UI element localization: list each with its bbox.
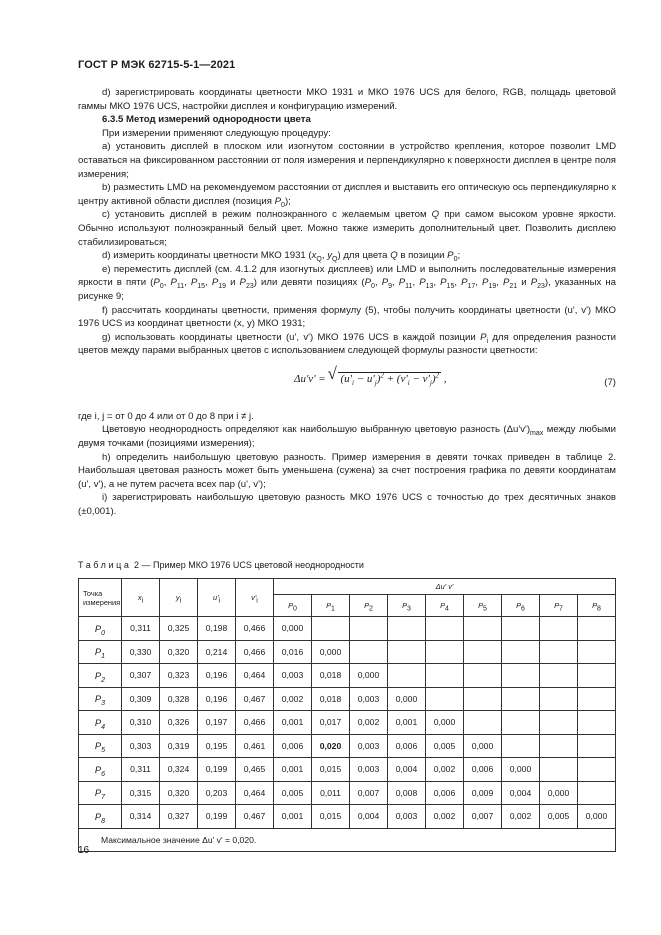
cell-delta: 0,017 [312,711,350,735]
cell-empty [578,640,616,664]
cell-empty [540,758,578,782]
cell-u: 0,198 [198,617,236,641]
paragraph-d-prev: d) зарегистрировать координаты цветности МКО 1931 и МКО 1976 UCS для белого, RGB, полщадь цветовой гаммы МКО 1976 UCS, настройки дисплея и конфигурацию измерений. [78,87,616,112]
cell-empty [502,734,540,758]
cell-delta: 0,018 [312,664,350,688]
cell-empty [350,640,388,664]
cell-delta: 0,003 [388,805,426,829]
col-header-p8: $P_8$ [578,595,616,617]
cell-y: 0,325 [160,617,198,641]
cell-empty [350,617,388,641]
cell-delta: 0,000 [464,734,502,758]
cell-x: 0,314 [122,805,160,829]
cell-delta: 0,002 [274,687,312,711]
table-footer-max: Максимальное значение Δu' v' = 0,020. [79,828,616,852]
cell-delta: 0,003 [350,758,388,782]
cell-delta: 0,002 [502,805,540,829]
table-row [79,687,616,711]
cell-u: 0,203 [198,781,236,805]
cell-delta: 0,000 [350,664,388,688]
cell-empty [540,640,578,664]
cell-delta: 0,001 [274,758,312,782]
cell-delta: 0,002 [350,711,388,735]
cell-u: 0,195 [198,734,236,758]
col-header-p2: $P_2$ [350,595,388,617]
cell-delta: 0,004 [388,758,426,782]
cell-empty [388,617,426,641]
paragraph-g: g) использовать координаты цветности (u', v') МКО 1976 UCS в каждой позиции $P_i$ для определения разности цветов между парами выбранных цветов с использованием следующей формулы разности цветности: [78,331,616,357]
cell-y: 0,320 [160,781,198,805]
cell-v: 0,461 [236,734,274,758]
col-header-p1: $P_1$ [312,595,350,617]
col-header-p4: $P_4$ [426,595,464,617]
cell-v: 0,467 [236,805,274,829]
table-caption: Таблица 2 — Пример МКО 1976 UCS цветовой неоднородности [78,560,364,570]
cell-v: 0,465 [236,758,274,782]
cell-delta: 0,003 [350,687,388,711]
cell-v: 0,464 [236,664,274,688]
cell-empty [388,640,426,664]
cell-delta: 0,005 [426,734,464,758]
cell-v: 0,466 [236,640,274,664]
cell-empty [502,617,540,641]
table-row [79,664,616,688]
cell-empty [578,734,616,758]
col-header-p0: $P_0$ [274,595,312,617]
cell-empty [502,711,540,735]
row-point-label: $P_6$ [79,758,122,782]
cell-empty [426,640,464,664]
cell-v: 0,466 [236,617,274,641]
cell-delta: 0,020 [312,734,350,758]
cell-delta: 0,005 [540,805,578,829]
cell-empty [464,640,502,664]
cell-delta: 0,001 [388,711,426,735]
cell-empty [426,687,464,711]
cell-y: 0,324 [160,758,198,782]
cell-delta: 0,001 [274,711,312,735]
formula-7 [78,360,616,410]
cell-empty [540,664,578,688]
col-header-p3: $P_3$ [388,595,426,617]
cell-empty [540,711,578,735]
cell-delta: 0,000 [312,640,350,664]
table-row [79,758,616,782]
cell-delta: 0,006 [426,781,464,805]
col-header-x: $x_i$ [122,579,160,617]
row-point-label: $P_2$ [79,664,122,688]
row-point-label: $P_8$ [79,805,122,829]
col-header-u: $u'_i$ [198,579,236,617]
cell-delta: 0,000 [274,617,312,641]
cell-delta: 0,004 [502,781,540,805]
col-header-p7: $P_7$ [540,595,578,617]
document-header: ГОСТ Р МЭК 62715-5-1—2021 [78,59,236,71]
cell-delta: 0,008 [388,781,426,805]
paragraph-d: d) измерить координаты цветности МКО 1931 ($x_Q$, $y_Q$) для цвета Q в позиции $P_0$; [102,250,461,264]
section-title: 6.3.5 Метод измерений однородности цвета [102,114,311,126]
cell-y: 0,319 [160,734,198,758]
cell-delta: 0,000 [540,781,578,805]
paragraph-f: f) рассчитать координаты цветности, применяя формулу (5), чтобы получить координаты цветности (u', v') МКО 1976 UCS из координат цветности (x, y) МКО 1931; [78,304,616,330]
cell-x: 0,307 [122,664,160,688]
cell-x: 0,311 [122,758,160,782]
table-row [79,640,616,664]
paragraph-i: i) зарегистрировать наибольшую цветовую разность МКО 1976 UCS с точностью до трех десятичных знаков (±0,001). [78,492,616,518]
formula-number: (7) [604,376,616,388]
color-nonuniformity-table [78,578,616,852]
cell-delta: 0,000 [388,687,426,711]
cell-delta: 0,018 [312,687,350,711]
cell-delta: 0,007 [464,805,502,829]
paragraph-h: h) определить наибольшую цветовую разность. Пример измерения в девяти точках приведен в таблице 2. Наибольшая цветовая разность может быть уменьшена (сужена) за счет построения графика по девяти координатам (u', v'), а не путем расчета всех пар (u', v'); [78,451,616,490]
cell-empty [578,617,616,641]
cell-delta: 0,003 [350,734,388,758]
cell-delta: 0,004 [350,805,388,829]
cell-empty [540,734,578,758]
cell-empty [578,711,616,735]
cell-empty [312,617,350,641]
cell-empty [426,617,464,641]
paragraph-c: c) установить дисплей в режим полноэкранного с желаемым цветом Q при самом высоком уровне яркости. Обычно используют полноэкранный белый цвет. Можно также измерить дополнительный цвет. Позволить дисплею стабилизироваться; [78,209,616,248]
formula-expression: Δu'v' = √ $(u'_i - u'_j)^2 + (v'_i - v'_j)^2$ , [294,372,446,387]
body-text [78,86,616,519]
cell-delta: 0,000 [578,805,616,829]
cell-u: 0,199 [198,805,236,829]
cell-empty [464,664,502,688]
cell-delta: 0,006 [388,734,426,758]
cell-u: 0,214 [198,640,236,664]
cell-u: 0,197 [198,711,236,735]
row-point-label: $P_5$ [79,734,122,758]
cell-empty [540,687,578,711]
cell-x: 0,310 [122,711,160,735]
table-row [79,734,616,758]
cell-u: 0,196 [198,687,236,711]
cell-empty [502,687,540,711]
cell-empty [464,617,502,641]
cell-delta: 0,007 [350,781,388,805]
col-header-y: $y_i$ [160,579,198,617]
cell-empty [578,781,616,805]
cell-delta: 0,002 [426,805,464,829]
cell-y: 0,320 [160,640,198,664]
col-header-v: $v'_i$ [236,579,274,617]
cell-x: 0,303 [122,734,160,758]
cell-empty [502,640,540,664]
table-row [79,711,616,735]
paragraph-where: где i, j = от 0 до 4 или от 0 до 8 при i ≠ j. [78,410,254,422]
cell-y: 0,323 [160,664,198,688]
paragraph-b: b) разместить LMD на рекомендуемом расстоянии от дисплея и выставить его оптическую ось перпендикулярно к центру активной области дисплея (позиция $P_0$); [78,182,616,209]
cell-v: 0,464 [236,781,274,805]
cell-v: 0,466 [236,711,274,735]
row-point-label: $P_7$ [79,781,122,805]
paragraph-intro: При измерении применяют следующую процедуру: [102,127,331,139]
cell-x: 0,315 [122,781,160,805]
cell-delta: 0,005 [274,781,312,805]
cell-delta: 0,011 [312,781,350,805]
paragraph-e: e) переместить дисплей (см. 4.1.2 для изогнутых дисплеев) или LMD и выполнить последовательные измерения яркости в пяти ($P_0$, $P_{11}$, $P_{15}$, $P_{19}$ и $P_{23}$) или девяти позициях ($P_0$, $P_9$, $P_{11}$, $P_{13}$, $P_{15}$, $P_{17}$, $P_{19}$, $P_{21}$ и $P_{23}$), указанных на рисунке 9; [78,263,617,302]
cell-u: 0,196 [198,664,236,688]
cell-empty [540,617,578,641]
cell-y: 0,328 [160,687,198,711]
cell-empty [464,687,502,711]
cell-empty [388,664,426,688]
cell-delta: 0,016 [274,640,312,664]
cell-delta: 0,015 [312,805,350,829]
cell-delta: 0,006 [464,758,502,782]
table-row [79,805,616,829]
cell-empty [464,711,502,735]
cell-delta: 0,006 [274,734,312,758]
cell-x: 0,330 [122,640,160,664]
row-point-label: $P_1$ [79,640,122,664]
col-header-point: Точка измерения [79,579,122,617]
cell-empty [578,758,616,782]
cell-x: 0,311 [122,617,160,641]
page-number: 16 [78,845,90,856]
col-header-delta: Δu' v' [274,579,616,595]
cell-v: 0,467 [236,687,274,711]
cell-y: 0,326 [160,711,198,735]
row-point-label: $P_4$ [79,711,122,735]
col-header-p5: $P_5$ [464,595,502,617]
cell-delta: 0,009 [464,781,502,805]
cell-empty [578,687,616,711]
cell-empty [502,664,540,688]
row-point-label: $P_0$ [79,617,122,641]
cell-x: 0,309 [122,687,160,711]
cell-delta: 0,000 [502,758,540,782]
cell-delta: 0,015 [312,758,350,782]
cell-delta: 0,001 [274,805,312,829]
cell-empty [426,664,464,688]
table-row [79,617,616,641]
cell-u: 0,199 [198,758,236,782]
cell-y: 0,327 [160,805,198,829]
cell-empty [578,664,616,688]
cell-delta: 0,002 [426,758,464,782]
cell-delta: 0,000 [426,711,464,735]
row-point-label: $P_3$ [79,687,122,711]
paragraph-nonuniformity: Цветовую неоднородность определяют как наибольшую выбранную цветовую разность $(\Delta u'v')_{max}$ между любыми двумя точками (позициями измерения); [78,424,616,450]
col-header-p6: $P_6$ [502,595,540,617]
paragraph-a: a) установить дисплей в плоском или изогнутом состоянии в устройство крепления, которое позволит LMD оставаться на фиксированном расстоянии от поля измерения и перпендикулярно к поверхности дисплея в центре поля измерения; [78,141,616,180]
cell-delta: 0,003 [274,664,312,688]
table-row [79,781,616,805]
